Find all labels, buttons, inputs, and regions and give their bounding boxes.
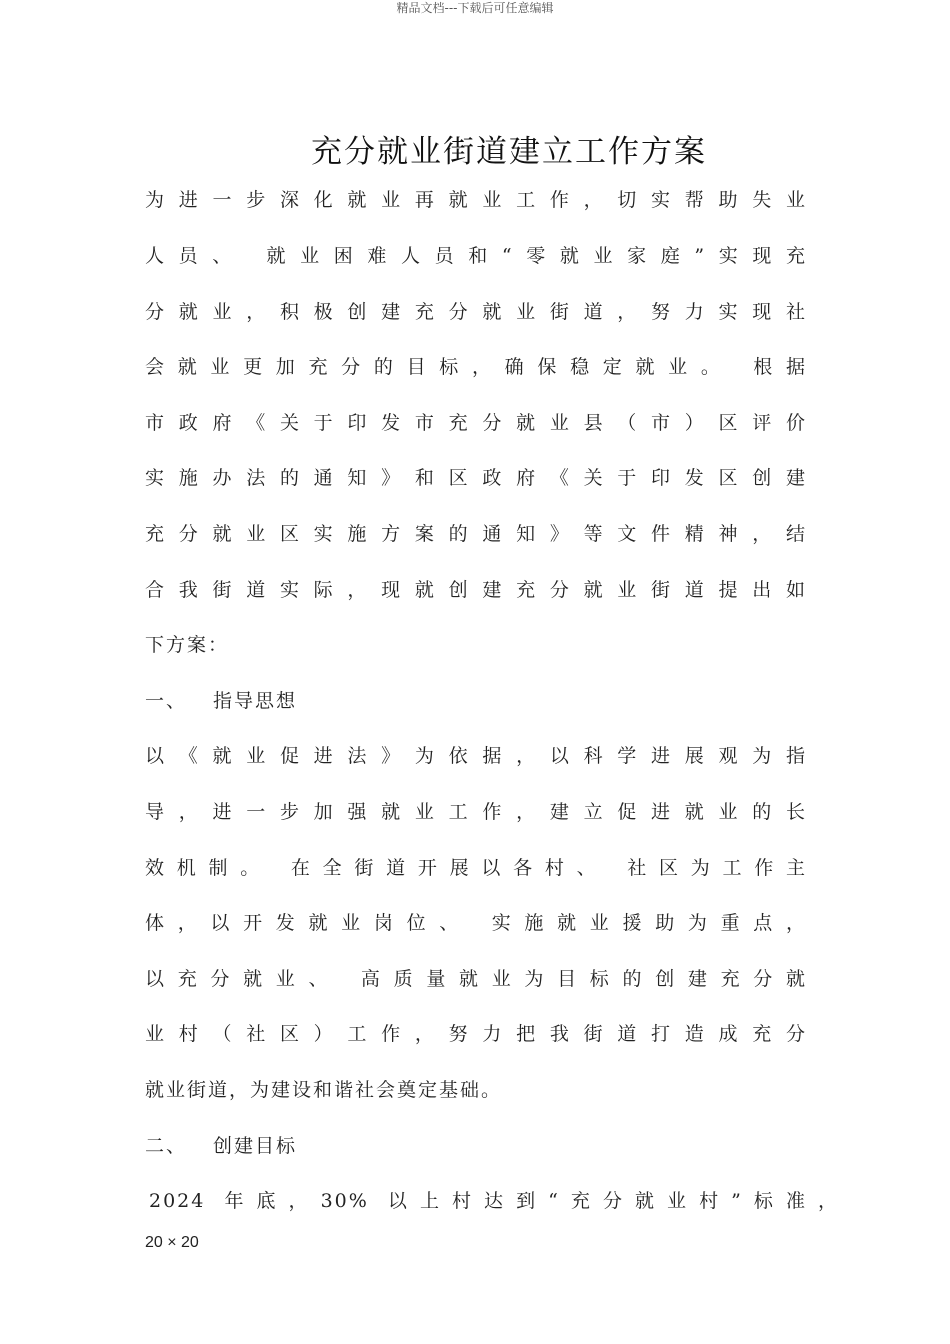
body-line-16: 业村（社区）工作，努力把我街道打造成充分 [145, 1023, 807, 1045]
section-heading-1: 一、 指导思想 [145, 690, 298, 712]
body-line-9: 下方案： [145, 634, 230, 656]
body-line-11: 以《就业促进法》为依据，以科学进展观为指 [145, 745, 807, 767]
body-line-1: 为进一步深化就业再就业工作，切实帮助失业 [145, 189, 807, 211]
body-line-6: 实施办法的通知》和区政府《关于印发区创建 [145, 467, 807, 489]
body-line-4: 会就业更加充分的目标，确保稳定就业。 根据 [145, 356, 807, 378]
body-line-17: 就业街道，为建设和谐社会奠定基础。 [145, 1079, 503, 1101]
body-line-19: 2024 年底，30% 以上村达到“充分就业村”标准， [149, 1190, 839, 1212]
page-header: 精品文档---下载后可任意编辑 [396, 1, 554, 15]
body-line-7: 充分就业区实施方案的通知》等文件精神，结 [145, 523, 807, 545]
body-line-12: 导，进一步加强就业工作，建立促进就业的长 [145, 801, 807, 823]
document-title: 充分就业街道建立工作方案 [311, 134, 707, 170]
body-line-3: 分就业，积极创建充分就业街道，努力实现社 [145, 301, 807, 323]
body-line-2: 人员、 就业困难人员和“零就业家庭”实现充 [145, 245, 807, 267]
body-line-13: 效机制。 在全街道开展以各村、 社区为工作主 [145, 857, 807, 879]
body-line-14: 体，以开发就业岗位、 实施就业援助为重点， [145, 912, 807, 934]
body-line-15: 以充分就业、 高质量就业为目标的创建充分就 [145, 968, 807, 990]
body-line-5: 市政府《关于印发市充分就业县（市）区评价 [145, 412, 807, 434]
page-footnote: 20 × 20 [145, 1234, 199, 1251]
section-heading-2: 二、 创建目标 [145, 1135, 298, 1157]
body-line-8: 合我街道实际，现就创建充分就业街道提出如 [145, 579, 807, 601]
